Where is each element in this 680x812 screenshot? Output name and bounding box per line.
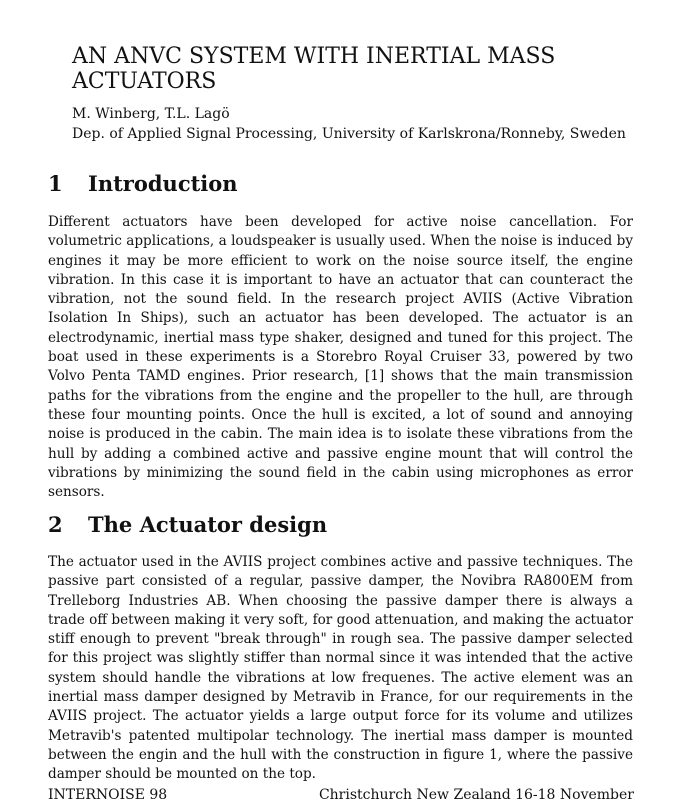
section-title: The Actuator design	[88, 512, 328, 537]
introduction-paragraph: Different actuators have been developed for active noise cancellation. For volumetric applications, a loudspeaker is usually used. When the noise is induced by engines it may be more efficient to work on the noise source itself, the engine vibration. In this case it is important to have an actuator that can counteract the vibration, not the sound field. In the research project AVIIS (Active Vibration Isolation In Ships), such an actuator has been developed. The actuator is an electrodynamic, inertial mass type shaker, designed and tuned for this project. The boat used in these experiments is a Storebro Royal Cruiser 33, powered by two Volvo Penta TAMD engines. Prior research, [1] shows that the main transmission paths for the vibrations from the engine and the propeller to the hull, are through these four mounting points. Once the hull is excited, a lot of sound and annoying noise is produced in the cabin. The main idea is to isolate these vibrations from the hull by adding a combined active and passive engine mount that will control the vibrations by minimizing the sound field in the cabin using microphones as error sensors.	[48, 214, 633, 501]
section-heading-introduction	[48, 171, 238, 197]
affiliation: Dep. of Applied Signal Processing, University of Karlskrona/Ronneby, Sweden	[72, 126, 626, 142]
section-number: 2	[48, 512, 63, 537]
section-title: Introduction	[88, 171, 238, 196]
authors: M. Winberg, T.L. Lagö	[72, 106, 230, 122]
footer-location-date: Christchurch New Zealand 16-18 November	[318, 787, 634, 803]
actuator-design-paragraph: The actuator used in the AVIIS project combines active and passive techniques. The passive part consisted of a regular, passive damper, the Novibra RA800EM from Trelleborg Industries AB. When choosing the passive damper there is always a trade off between making it very soft, for good attenuation, and making the actuator stiff enough to prevent "break through" in rough sea. The passive damper selected for this project was slightly stiffer than normal since it was intended that the active system should handle the vibrations at low frequenes. The active element was an inertial mass damper designed by Metravib in France, for our requirements in the AVIIS project. The actuator yields a large output force for its volume and utilizes Metravib's patented multipolar technology. The inertial mass damper is mounted between the engin and the hull with the construction in figure 1, where the passive damper should be mounted on the top.	[48, 554, 633, 783]
section-heading-actuator-design	[48, 512, 327, 538]
paper-title: AN ANVC SYSTEM WITH INERTIAL MASS ACTUATORS	[72, 44, 556, 94]
section-number: 1	[48, 171, 63, 196]
footer-conference: INTERNOISE 98	[48, 787, 168, 803]
